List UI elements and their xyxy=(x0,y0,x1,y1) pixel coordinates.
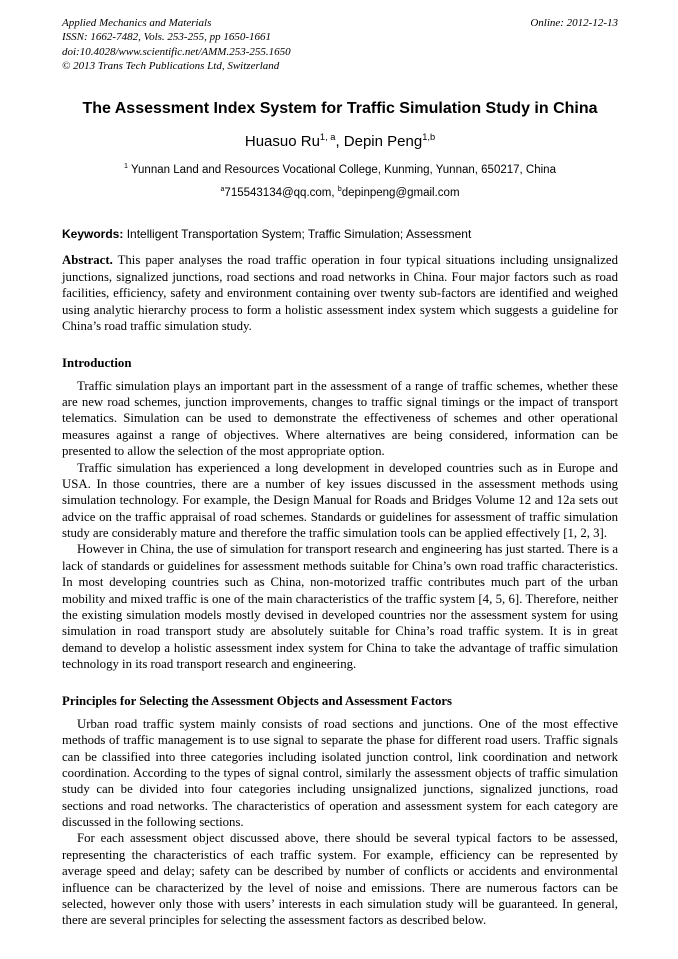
emails-separator: , xyxy=(331,187,338,200)
section-principles xyxy=(62,693,618,928)
author-2-name: Depin Peng xyxy=(343,133,423,151)
paragraph: However in China, the use of simulation for transport research and engineering has just started. There is a lack of standards or guidelines for assessment methods suitable for China’s own road traffic characteristics. In most developing countries such as China, non-motorized traffic contributes much part of the urban mobility and mixed traffic is one of the main characteristics of the traffic system [4, 5, 6]. Therefore, neither the existing simulation models mostly devised in developed countries nor the assessment system for using simulation in road transport study are absolutely suitable for China’s road traffic system. It is in great demand to develop a holistic assessment index system for China to take the advantage of traffic simulation technology in its road transport research and engineering. xyxy=(62,542,618,672)
email-a-superscript: a xyxy=(220,185,225,194)
authors-line xyxy=(62,132,618,151)
abstract-paragraph xyxy=(62,252,618,334)
copyright-line: © 2013 Trans Tech Publications Ltd, Switzerland xyxy=(62,59,280,72)
keywords-line xyxy=(62,227,618,243)
paragraph: Traffic simulation has experienced a long development in developed countries such as in Europe and USA. In those countries, there are a number of key issues discussed in the assessment methods using simulation technology. For example, the Design Manual for Roads and Bridges Volume 12 and 12a sets out advice on the traffic appraisal of road schemes. Standards or guidelines for assessment of traffic simulation study are considerably mature and therefore the traffic simulation tools can be applied effectively [1, 2, 3]. xyxy=(62,460,618,541)
emails-line xyxy=(62,186,618,201)
authors-separator: , xyxy=(335,133,344,151)
journal-name: Applied Mechanics and Materials xyxy=(62,17,212,29)
abstract-text: This paper analyses the road traffic operation in four typical situations including unsignalized junctions, signalized junctions, road sections and road networks in China. Four major factors such as road facilities, efficiency, safety and environment containing over twenty sub-factors are identified and weighed using analytic hierarchy process to form a holistic assessment index system which suggests a guideline for China’s road traffic simulation study. xyxy=(62,253,618,333)
doi-line: doi:10.4028/www.scientific.net/AMM.253-255.1650 xyxy=(62,45,291,58)
affiliation-text: Yunnan Land and Resources Vocational College, Kunming, Yunnan, 650217, China xyxy=(128,164,556,177)
journal-info-block xyxy=(62,16,291,73)
abstract-label: Abstract. xyxy=(62,253,113,268)
affiliation-line xyxy=(62,163,618,178)
journal-header xyxy=(62,16,618,73)
paragraph: Urban road traffic system mainly consists of road sections and junctions. One of the most effective methods of traffic management is to use signal to separate the phase for different road users. Traffic signals can be classified into three categories including isolated junction control, link coordination and network coordination. According to the types of signal control, similarly the assessment objects of traffic simulation study can be divided into four categories including unsignalized junctions, signalized junctions, road sections and road networks. The characteristics of operation and assessment system for each category are discussed in the following sections. xyxy=(62,716,618,830)
author-2-superscript: 1,b xyxy=(422,132,436,143)
keywords-label: Keywords: xyxy=(62,226,124,241)
section-introduction xyxy=(62,355,618,672)
email-b-address: depinpeng@gmail.com xyxy=(341,187,460,200)
section-heading-introduction: Introduction xyxy=(62,356,132,371)
keywords-text: Intelligent Transportation System; Traffic Simulation; Assessment xyxy=(123,226,472,241)
paper-title: The Assessment Index System for Traffic Simulation Study in China xyxy=(82,100,598,118)
issn-line: ISSN: 1662-7482, Vols. 253-255, pp 1650-1661 xyxy=(62,31,271,44)
email-b-superscript: b xyxy=(337,185,342,194)
author-1-superscript: 1, a xyxy=(319,132,336,143)
online-date: Online: 2012-12-13 xyxy=(530,17,618,29)
author-1-name: Huasuo Ru xyxy=(244,133,320,151)
paragraph: Traffic simulation plays an important part in the assessment of a range of traffic schemes, whether these are new road schemes, junction improvements, changes to traffic signal timings or the impact of transport telematics. Simulation can be used to demonstrate the effectiveness of schemes and other operational measures against a range of objectives. Where alternatives are being considered, information can be presented to allow the selection of the most appropriate option. xyxy=(62,378,618,459)
affiliation-superscript: 1 xyxy=(124,162,128,171)
paragraph: For each assessment object discussed above, there should be several typical factors to be assessed, representing the characteristics of each traffic system. For example, efficiency can be represented by average speed and delay; safety can be described by number of conflicts or accidents and environmental influence can be characterized by the level of noise and emissions. There are numerous factors can be selected, however only those with users’ interests in each simulation study will be guaranteed. In general, there are several principles for selecting the assessment factors as described below. xyxy=(62,831,618,928)
section-heading-principles: Principles for Selecting the Assessment Objects and Assessment Factors xyxy=(62,694,453,709)
email-a-address: 715543134@qq.com xyxy=(224,187,332,200)
